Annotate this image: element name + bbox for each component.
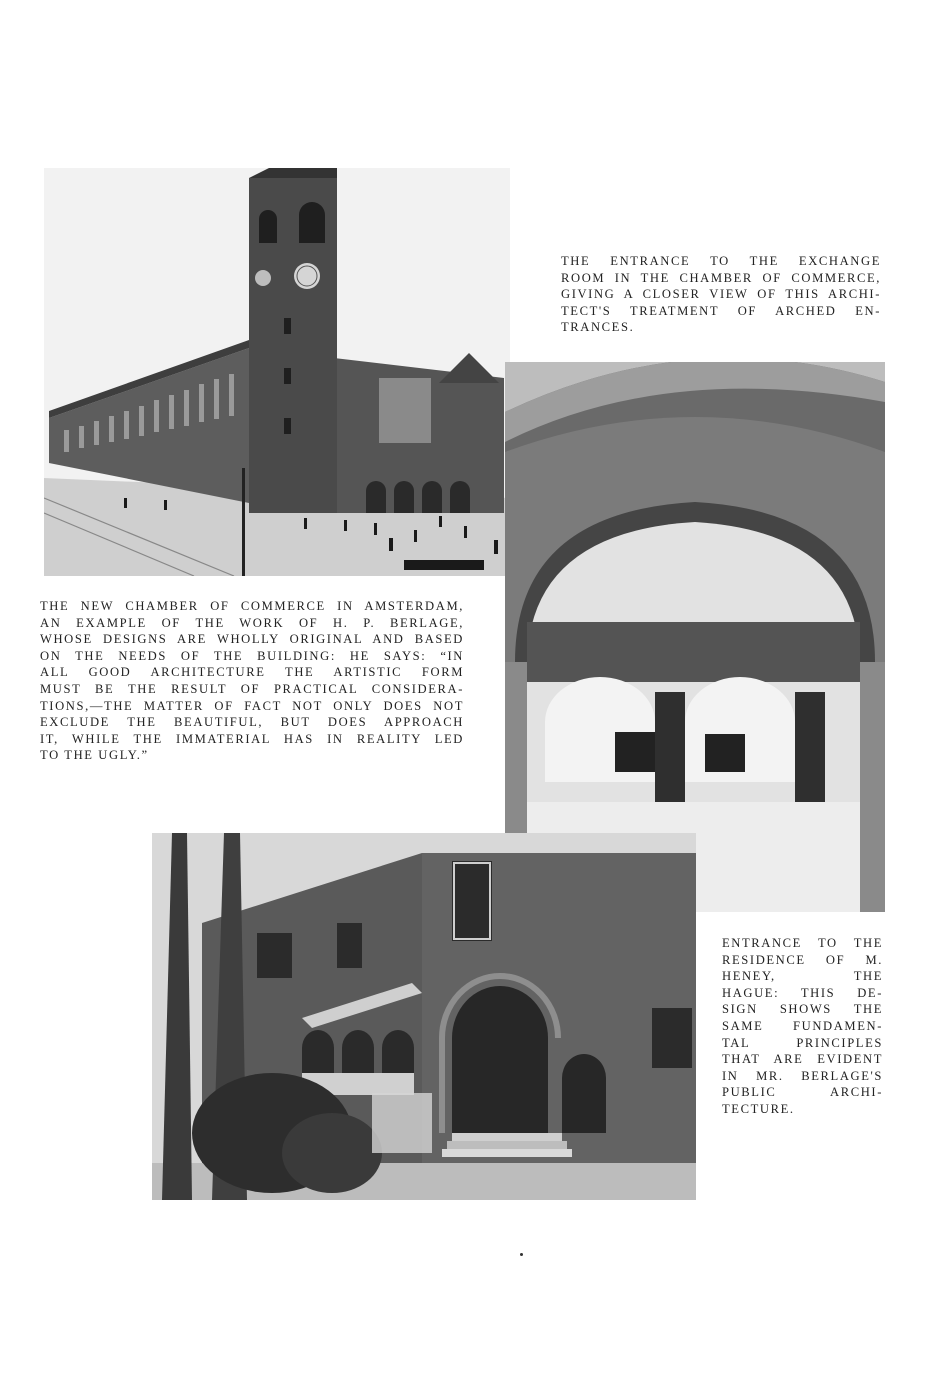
- caption-line: SIGN SHOWS THE: [722, 1002, 883, 1017]
- caption-line: TRANCES.: [561, 320, 635, 335]
- page-speck: [520, 1253, 523, 1256]
- caption-line: PUBLIC ARCHI-: [722, 1085, 883, 1100]
- caption-line: TAL PRINCIPLES: [722, 1035, 883, 1050]
- caption-line: HAGUE: THIS DE-: [722, 985, 883, 1000]
- chamber-of-commerce-photo: [44, 168, 510, 576]
- caption-heney-residence: [722, 935, 883, 1118]
- caption-line: ON THE NEEDS OF THE BUILDING: HE SAYS: “IN: [40, 648, 464, 663]
- caption-line: MUST BE THE RESULT OF PRACTICAL CONSIDERA-: [40, 681, 464, 696]
- caption-line: TIONS,—THE MATTER OF FACT NOT ONLY DOES NOT: [40, 698, 464, 713]
- caption-line: THE ENTRANCE TO THE EXCHANGE: [561, 254, 881, 268]
- caption-line: WHOSE DESIGNS ARE WHOLLY ORIGINAL AND BASED: [40, 632, 464, 647]
- caption-line: IT, WHILE THE IMMATERIAL HAS IN REALITY LED: [40, 731, 464, 746]
- caption-chamber-of-commerce: [40, 598, 464, 764]
- caption-line: HENEY, THE: [722, 969, 883, 984]
- caption-line: ENTRANCE TO THE: [722, 936, 883, 950]
- caption-line: AN EXAMPLE OF THE WORK OF H. P. BERLAGE,: [40, 615, 464, 630]
- caption-line: THAT ARE EVIDENT: [722, 1052, 883, 1067]
- heney-residence-photo: [152, 833, 696, 1200]
- caption-line: RESIDENCE OF M.: [722, 952, 883, 967]
- caption-line: EXCLUDE THE BEAUTIFUL, BUT DOES APPROACH: [40, 715, 464, 730]
- caption-line: ALL GOOD ARCHITECTURE THE ARTISTIC FORM: [40, 665, 464, 680]
- caption-line: THE NEW CHAMBER OF COMMERCE IN AMSTERDAM,: [40, 599, 464, 613]
- caption-line: ROOM IN THE CHAMBER OF COMMERCE,: [561, 270, 881, 285]
- caption-exchange-entrance: [561, 253, 881, 336]
- caption-line: SAME FUNDAMEN-: [722, 1018, 883, 1033]
- caption-line: TO THE UGLY.”: [40, 748, 149, 763]
- caption-line: TECT'S TREATMENT OF ARCHED EN-: [561, 303, 881, 318]
- caption-line: TECTURE.: [722, 1101, 795, 1116]
- caption-line: GIVING A CLOSER VIEW OF THIS ARCHI-: [561, 287, 881, 302]
- caption-line: IN MR. BERLAGE'S: [722, 1068, 883, 1083]
- exchange-entrance-photo: [505, 362, 885, 912]
